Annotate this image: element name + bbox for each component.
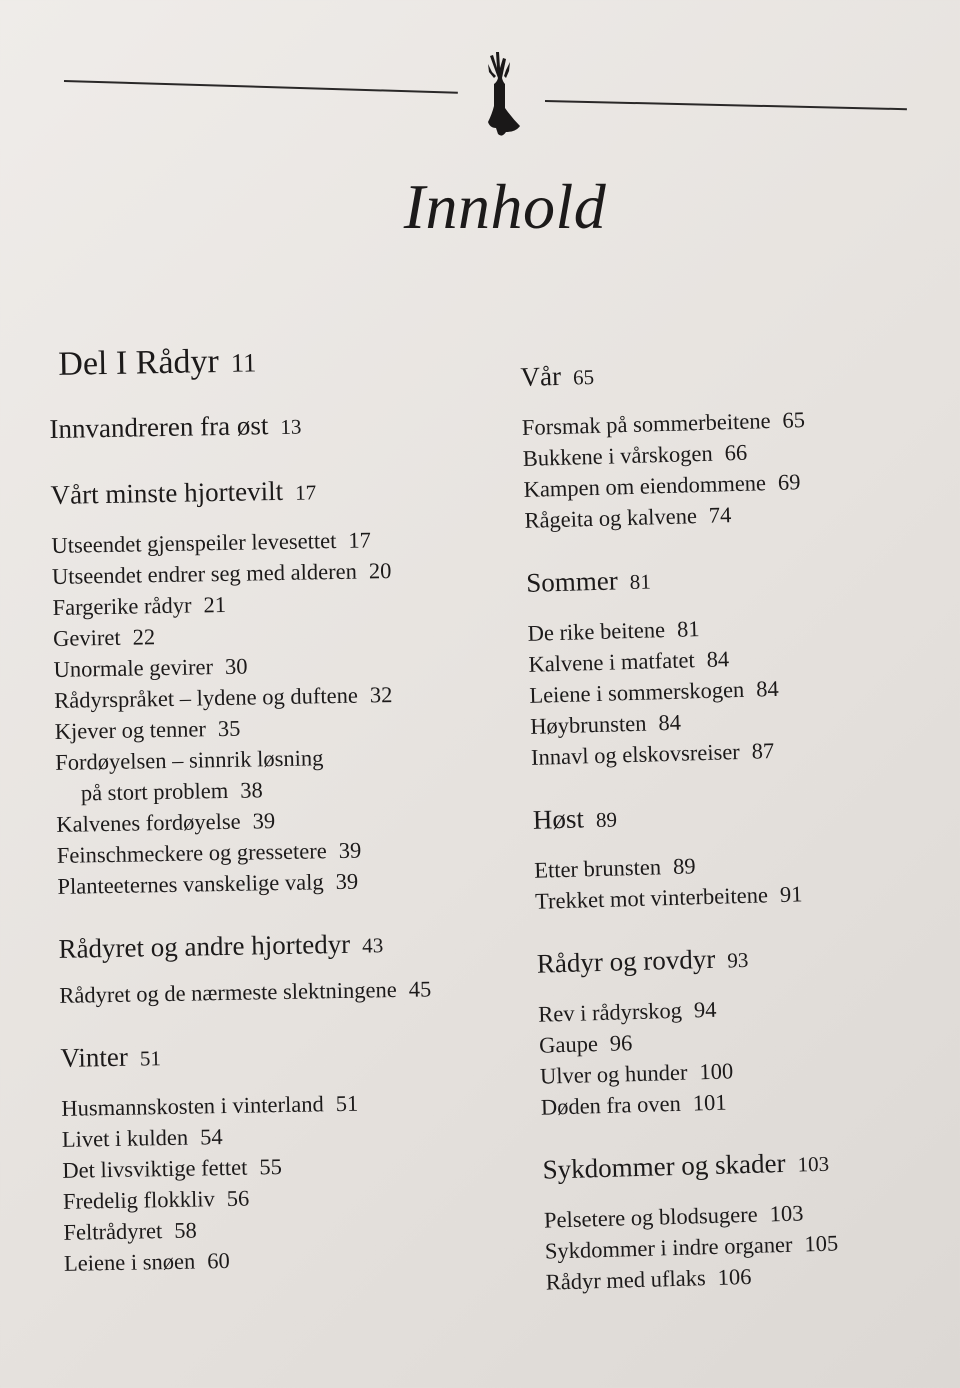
toc-section-title: Husmannskosten i vinterland	[61, 1091, 324, 1121]
toc-chapter-page: 17	[294, 480, 317, 505]
toc-section-page: 60	[206, 1247, 230, 1274]
toc-section-page: 101	[692, 1089, 727, 1116]
toc-section-title: Sykdommer i indre organer	[544, 1231, 793, 1264]
toc-section-title: Rådyrspråket – lydene og duftene	[53, 682, 359, 713]
toc-section-title: Rådyr med uflaks	[545, 1265, 707, 1295]
toc-section-page: 45	[408, 976, 432, 1002]
toc-section-page: 81	[676, 616, 700, 642]
toc-section-page: 87	[751, 738, 775, 764]
toc-part-title: Del I Rådyr	[58, 343, 220, 383]
toc-section-title: Trekket mot vinterbeitene	[534, 882, 769, 914]
toc-section-page: 65	[782, 407, 806, 433]
toc-section-page: 69	[777, 469, 801, 495]
toc-part-heading[interactable]	[58, 337, 519, 386]
toc-section-page: 20	[368, 558, 392, 584]
toc-section-title: Forsmak på sommerbeitene	[521, 408, 771, 440]
toc-section-page: 56	[226, 1185, 250, 1212]
toc-section-page: 84	[755, 675, 780, 702]
toc-section-page: 66	[724, 439, 748, 466]
toc-section-page: 39	[335, 868, 359, 895]
toc-section-page: 84	[706, 646, 730, 672]
toc-chapter-title: Sommer	[525, 565, 619, 598]
deer-antler-icon	[476, 48, 524, 140]
toc-section-title: Fredelig flokkliv	[62, 1186, 216, 1214]
toc-chapter-page: 51	[139, 1046, 162, 1071]
toc-section-title: De rike beitene	[527, 617, 666, 646]
toc-chapter-title: Rådyr og rovdyr	[536, 943, 716, 979]
toc-section-page: 30	[224, 653, 248, 679]
toc-chapter-page: 93	[726, 947, 749, 973]
toc-chapter-title: Høst	[532, 803, 585, 835]
toc-section-title: Døden fra oven	[540, 1090, 682, 1120]
toc-section-title: Utseendet endrer seg med alderen	[51, 558, 358, 589]
toc-section-title: Unormale gevirer	[53, 654, 214, 682]
toc-section-page: 96	[609, 1030, 633, 1056]
toc-section-page: 89	[672, 853, 696, 879]
toc-section-title: Leiene i sommerskogen	[529, 676, 745, 708]
toc-chapter-title: Innvandreren fra øst	[49, 410, 269, 444]
toc-section-page: 39	[338, 837, 362, 864]
toc-section-title: Utseendet gjenspeiler levesettet	[51, 527, 337, 558]
toc-section-page: 55	[259, 1154, 283, 1180]
toc-section-title: Rev i rådyrskog	[537, 997, 683, 1027]
toc-chapter-page: 43	[361, 933, 384, 958]
toc-section-title: Fargerike rådyr	[52, 592, 192, 620]
toc-section-title: Kalvenes fordøyelse	[56, 808, 241, 837]
toc-section-page: 54	[199, 1124, 223, 1150]
toc-section-title: Rådyret og de nærmeste slektningene	[59, 977, 397, 1008]
toc-section-page: 100	[699, 1058, 734, 1085]
toc-section-page: 84	[658, 709, 682, 736]
toc-left-column	[48, 337, 534, 1279]
toc-section-title: Bukkene i vårskogen	[522, 440, 713, 471]
toc-section-title: Høybrunsten	[529, 710, 647, 739]
toc-section-page: 94	[693, 996, 717, 1023]
toc-section-page: 32	[369, 682, 393, 708]
toc-section-title: Ulver og hunder	[539, 1059, 688, 1089]
toc-section-title: Feinschmeckere og gressetere	[56, 838, 327, 868]
toc-section-title: Pelsetere og blodsugere	[543, 1201, 758, 1233]
toc-section-page: 22	[132, 624, 156, 650]
toc-section-page: 17	[348, 527, 372, 553]
toc-section-page: 35	[217, 715, 241, 742]
toc-chapter-title: Vår	[520, 360, 562, 392]
toc-section-title: Kampen om eiendommene	[523, 470, 767, 502]
toc-chapter-page: 103	[797, 1151, 830, 1177]
toc-chapter-title: Rådyret og andre hjortedyr	[58, 928, 351, 964]
toc-section-title: Gaupe	[538, 1031, 599, 1058]
toc-chapter-page: 13	[280, 414, 302, 439]
toc-section-title: Etter brunsten	[533, 854, 662, 883]
toc-section-title: på stort problem	[80, 777, 229, 806]
toc-section-title: Livet i kulden	[61, 1124, 189, 1152]
toc-section-title: Geviret	[52, 624, 121, 651]
header-rule-left	[64, 80, 458, 94]
toc-part-page: 11	[230, 347, 257, 378]
toc-section-title: Kjever og tenner	[54, 716, 207, 744]
toc-section-page: 91	[779, 881, 803, 907]
toc-section-page: 58	[173, 1217, 197, 1243]
toc-section-title: Rågeita og kalvene	[524, 503, 698, 533]
toc-section-title: Feltrådyret	[63, 1218, 163, 1245]
page-title: Innhold	[403, 171, 607, 242]
toc-section-page: 74	[708, 502, 732, 528]
toc-chapter-title: Sykdommer og skader	[542, 1147, 786, 1185]
toc-section-page: 39	[252, 808, 276, 834]
toc-chapter-page: 65	[572, 364, 595, 390]
toc-section-page: 21	[203, 591, 227, 618]
toc-chapter-title: Vårt minste hjortevilt	[50, 475, 284, 510]
toc-right-column	[520, 348, 960, 1297]
toc-chapter-title: Vinter	[60, 1041, 129, 1073]
toc-section-title: Innavl og elskovsreiser	[530, 739, 741, 770]
toc-chapter-page: 81	[629, 569, 652, 595]
toc-section-title: Kalvene i matfatet	[528, 647, 695, 677]
toc-section-title: Fordøyelsen – sinnrik løsning	[55, 745, 324, 775]
toc-section-page: 51	[335, 1090, 359, 1117]
toc-section-page: 38	[240, 777, 263, 803]
toc-section-title: Det livsviktige fettet	[62, 1154, 248, 1183]
toc-section-page: 103	[769, 1200, 804, 1227]
toc-section-page: 105	[804, 1230, 839, 1257]
toc-section-title: Planteeternes vanskelige valg	[57, 869, 324, 899]
toc-section-page: 106	[717, 1263, 752, 1290]
toc-section-title: Leiene i snøen	[63, 1248, 196, 1276]
toc-chapter-page: 89	[595, 807, 618, 833]
header-rule-right	[545, 100, 907, 110]
